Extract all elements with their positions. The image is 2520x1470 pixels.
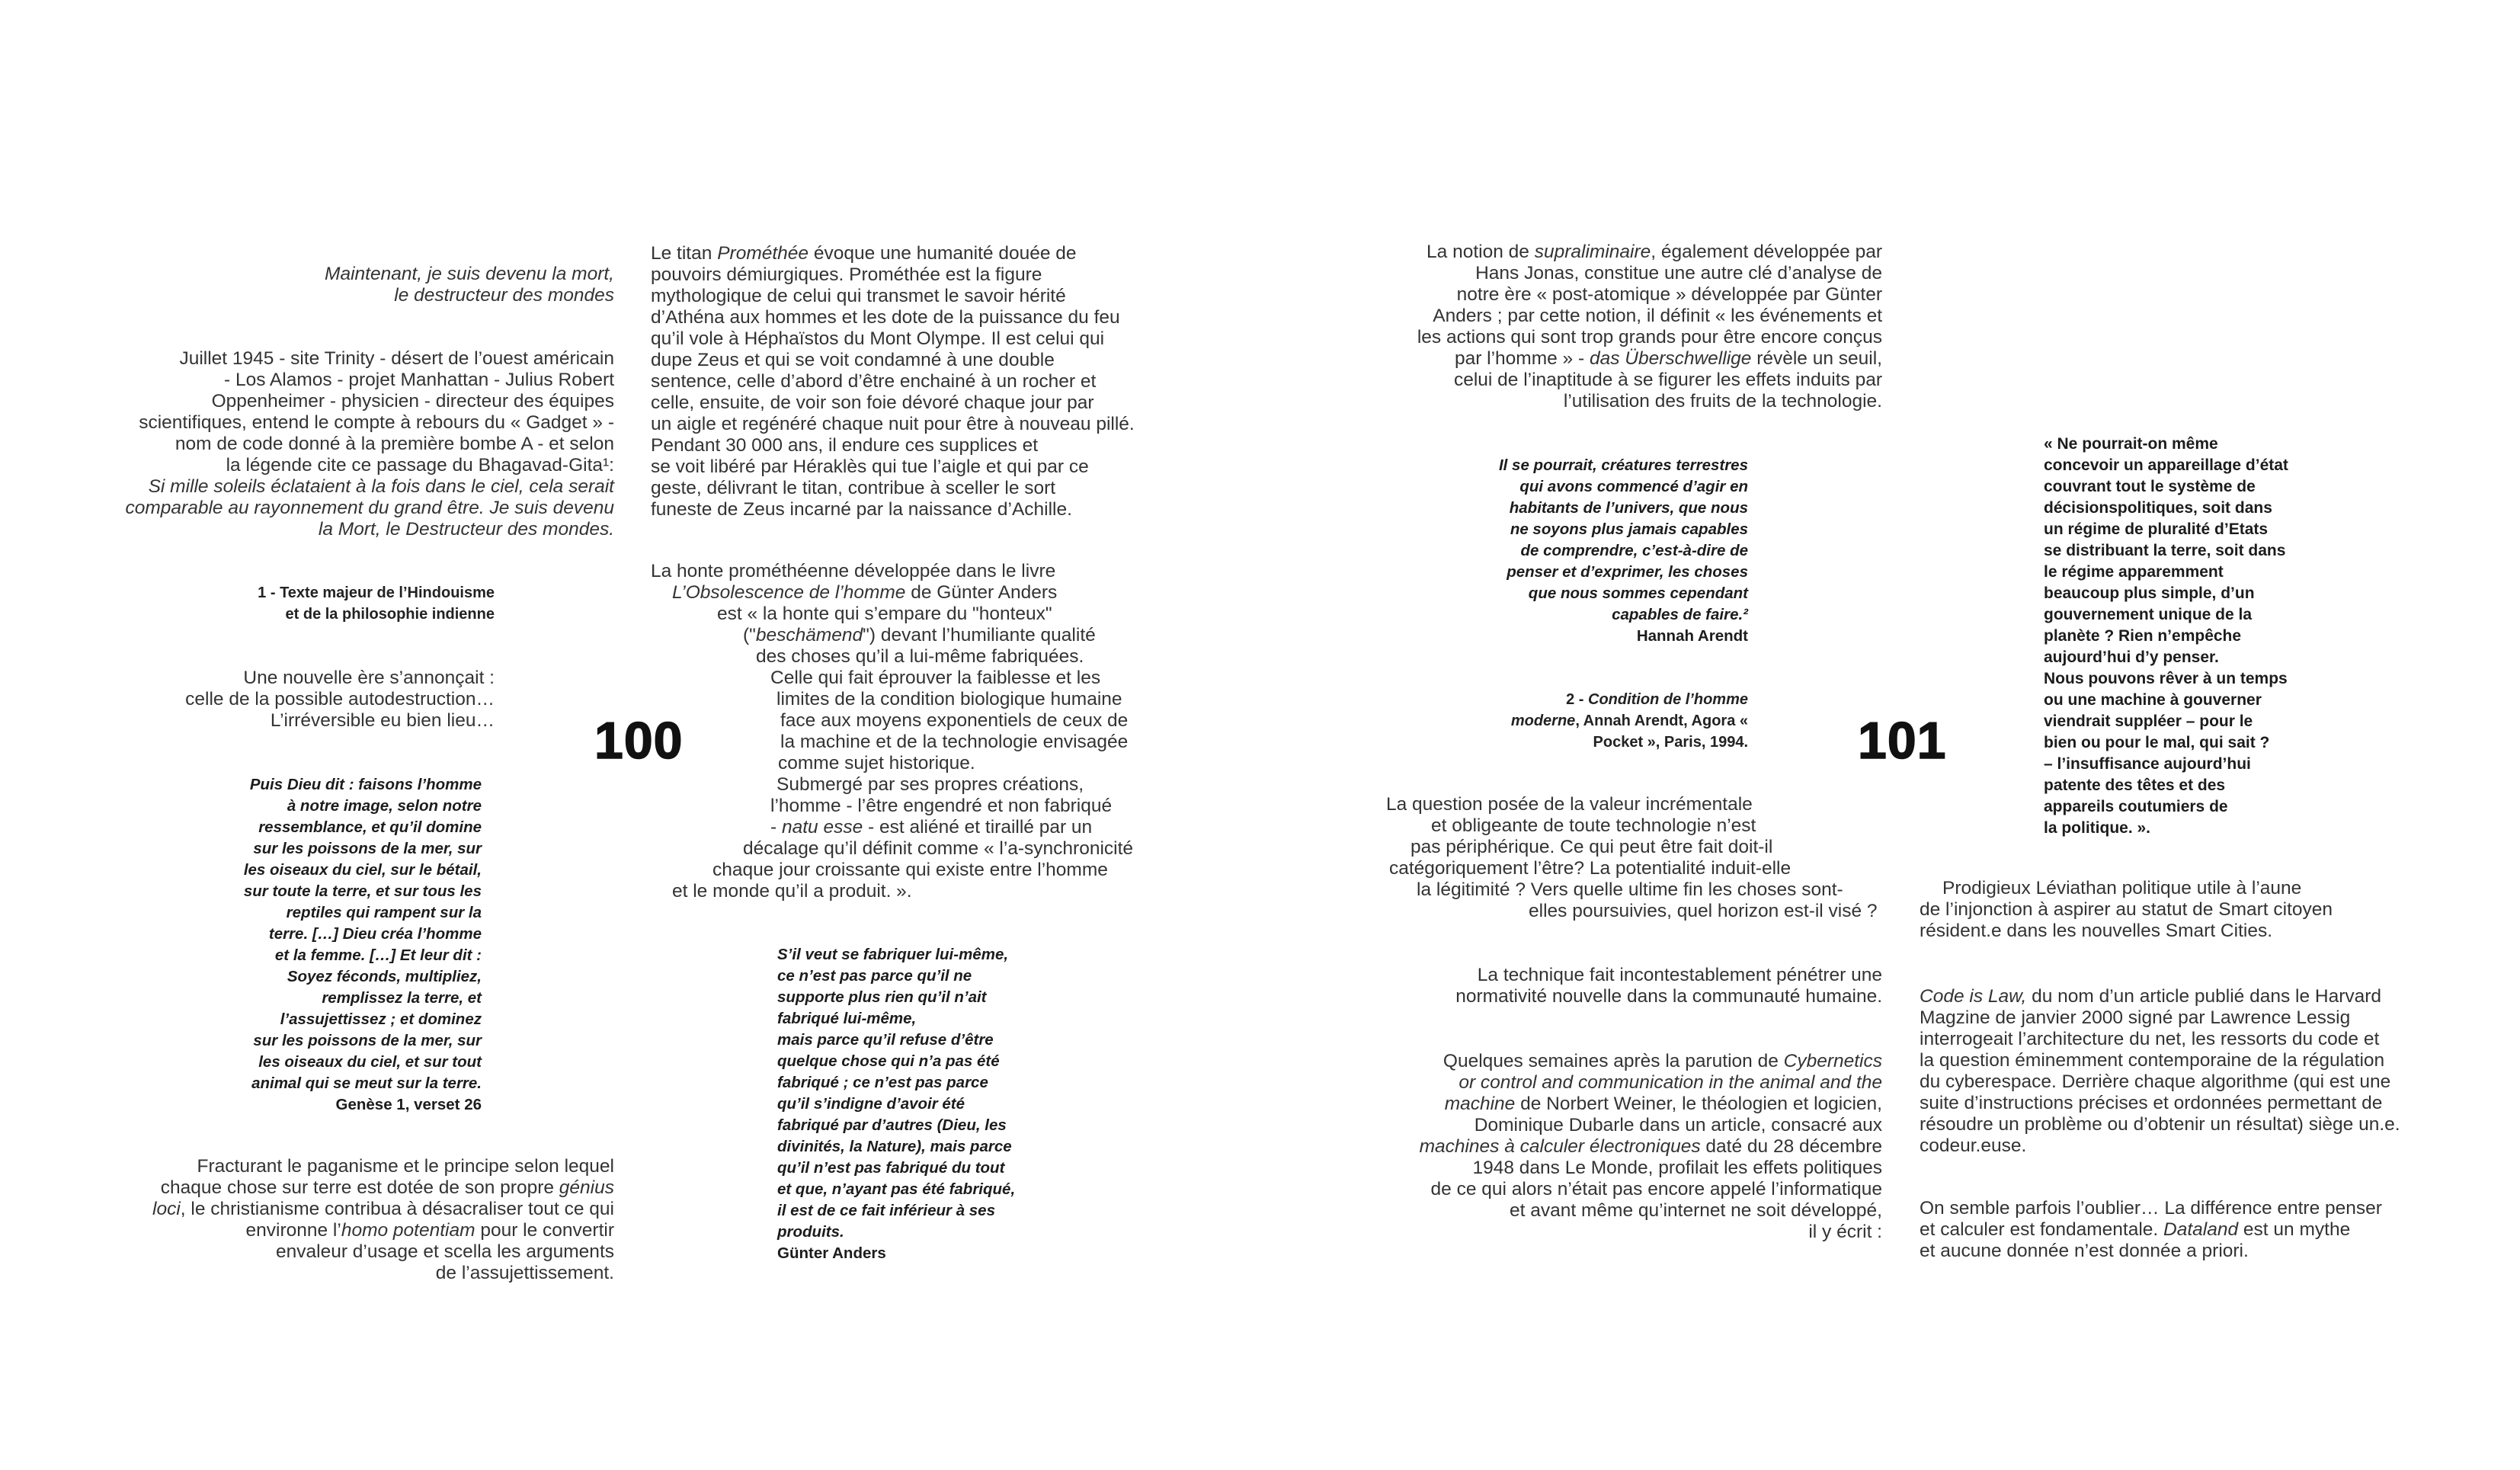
text-line: sur toute la terre, et sur tous les xyxy=(243,882,482,900)
text-line: ne soyons plus jamais capables xyxy=(1510,520,1748,538)
text-line: supporte plus rien qu’il n’ait xyxy=(777,988,987,1006)
text-line: 2 - Condition de l’homme xyxy=(1566,691,1748,708)
text-line: à notre image, selon notre xyxy=(287,797,482,815)
text-line: la machine et de la technologie envisagée xyxy=(780,732,1129,752)
text-line: reptiles qui rampent sur la xyxy=(286,904,482,921)
text-line: pas périphérique. Ce qui peut être fait doit-il xyxy=(1410,837,1773,857)
text-line: chaque chose sur terre est dotée de son propre génius xyxy=(160,1177,614,1198)
epigraph xyxy=(325,264,614,306)
text-line: Soyez féconds, multipliez, xyxy=(287,968,482,985)
text-line: celui de l’inaptitude à se figurer les effets induits par xyxy=(1453,370,1882,390)
text-line: Il se pourrait, créatures terrestres xyxy=(1498,456,1748,474)
text-line: divinités, la Nature), mais parce xyxy=(777,1138,1012,1155)
text-line: qu’il n’est pas fabriqué du tout xyxy=(777,1159,1005,1177)
text-line: patente des têtes et des xyxy=(2044,777,2226,794)
text-line: ou une machine à gouverner xyxy=(2044,691,2262,709)
text-line: machines à calculer électroniques daté du 28 décembre xyxy=(1419,1136,1882,1157)
text-line: bien ou pour le mal, qui sait ? xyxy=(2044,734,2270,751)
text-line: - Los Alamos - projet Manhattan - Julius Robert xyxy=(223,370,614,390)
text-line: celle de la possible autodestruction… xyxy=(185,689,495,709)
text-line: se distribuant la terre, soit dans xyxy=(2044,542,2286,559)
text-line: Le titan Prométhée évoque une humanité douée de xyxy=(651,243,1077,264)
italic-text: comparable au rayonnement du grand être. Je suis devenu xyxy=(125,498,614,518)
text-line: Nous pouvons rêver à un temps xyxy=(2044,670,2288,687)
italic-text: Prométhée xyxy=(717,243,809,264)
italic-text: supraliminaire xyxy=(1534,242,1651,262)
quote-attribution: Genèse 1, verset 26 xyxy=(335,1096,482,1113)
text-line: Pendant 30 000 ans, il endure ces supplices et xyxy=(651,435,1039,456)
text-line: le régime apparemment xyxy=(2044,563,2224,581)
text-line: animal qui se meut sur la terre. xyxy=(251,1074,482,1092)
text-line: Fracturant le paganisme et le principe selon lequel xyxy=(197,1156,614,1177)
text-line: et de la philosophie indienne xyxy=(285,606,495,623)
text-line: la légitimité ? Vers quelle ultime fin les choses sont- xyxy=(1417,879,1843,900)
arendt-quote xyxy=(1499,455,1748,647)
genese-quote xyxy=(244,774,482,1116)
text-line: gouvernement unique de la xyxy=(2044,606,2253,623)
italic-text: machines à calculer électroniques xyxy=(1419,1136,1701,1157)
dataland-paragraph xyxy=(1920,1198,2382,1262)
text-line: Oppenheimer - physicien - directeur des équipes xyxy=(211,391,614,412)
text-line: et calculer est fondamentale. Dataland est un mythe xyxy=(1920,1219,2351,1240)
text-line: La honte prométhéenne développée dans le livre xyxy=(651,561,1056,581)
text-line: de l’assujettissement. xyxy=(435,1263,614,1283)
text-line: et obligeante de toute technologie n’est xyxy=(1431,815,1756,836)
italic-text: Code is Law, xyxy=(1920,986,2027,1007)
footnote-2 xyxy=(1511,689,1748,753)
text-line xyxy=(126,498,615,519)
italic-text: das Überschwellige xyxy=(1589,348,1752,369)
text-line: le destructeur des mondes xyxy=(394,285,614,306)
quote-attribution: Hannah Arendt xyxy=(1636,627,1748,645)
text-line: Maintenant, je suis devenu la mort, xyxy=(325,264,614,284)
text-line: aujourd’hui d’y penser. xyxy=(2044,649,2219,666)
text-line: que nous sommes cependant xyxy=(1528,584,1748,602)
text-line: « Ne pourrait-on même xyxy=(2044,435,2218,453)
quote-text xyxy=(1499,455,1748,626)
page-number: 100 xyxy=(594,712,684,770)
text-line: normativité nouvelle dans la communauté humaine. xyxy=(1455,986,1882,1007)
text-line: la légende cite ce passage du Bhagavad-Gita¹: xyxy=(226,455,614,476)
text-line: Anders ; par cette notion, il définit « les événements et xyxy=(1433,306,1882,326)
text-line: qui avons commencé d’agir en xyxy=(1519,478,1748,495)
anders-quote xyxy=(777,944,1015,1264)
italic-text: homo potentiam xyxy=(341,1220,476,1241)
text-line: l’utilisation des fruits de la technologie. xyxy=(1563,391,1882,412)
text-line: capables de faire.² xyxy=(1612,606,1748,623)
nouvelle-ere-paragraph xyxy=(185,668,495,732)
italic-text: Si mille soleils éclataient à la fois dans le ciel, cela serait xyxy=(148,476,614,497)
text-line: un aigle et regénéré chaque nuit pour être à nouveau pillé. xyxy=(651,414,1135,434)
text-line: les actions qui sont trop grands pour être encore conçus xyxy=(1417,327,1882,347)
italic-text: or control and communication in the animal and the xyxy=(1459,1072,1882,1093)
italic-text: Condition de l’homme xyxy=(1588,691,1748,708)
text-line: produits. xyxy=(777,1223,844,1241)
text-line: et que, n’ayant pas été fabriqué, xyxy=(777,1180,1016,1198)
text-line: Celle qui fait éprouver la faiblesse et les xyxy=(770,668,1101,688)
quote-text xyxy=(244,774,482,1094)
text-line: fabriqué par d’autres (Dieu, les xyxy=(777,1116,1007,1134)
text-line: et aucune donnée n’est donnée a priori. xyxy=(1920,1241,2249,1261)
footnote-1 xyxy=(258,582,495,625)
text-line: quelque chose qui n’a pas été xyxy=(777,1052,1000,1070)
supraliminaire-paragraph xyxy=(1417,242,1882,412)
text-line: comme sujet historique. xyxy=(778,753,975,773)
text-line: les oiseaux du ciel, sur le bétail, xyxy=(243,861,482,879)
text-line: limites de la condition biologique humaine xyxy=(776,689,1122,709)
question-paragraph xyxy=(1386,794,1878,922)
text-line: notre ère « post-atomique » développée par Günter xyxy=(1456,284,1882,305)
trinity-paragraph xyxy=(126,348,615,540)
text-line: interrogeait l’architecture du net, les ressorts du code et xyxy=(1920,1029,2380,1049)
text-line: résident.e dans les nouvelles Smart Cities. xyxy=(1920,921,2272,941)
text-line: terre. […] Dieu créa l’homme xyxy=(268,925,482,943)
code-is-law-paragraph xyxy=(1920,986,2400,1157)
text-line: sur les poissons de la mer, sur xyxy=(253,1032,482,1049)
text-line xyxy=(126,519,615,540)
text-line: il est de ce fait inférieur à ses xyxy=(777,1202,995,1219)
quote-attribution: Günter Anders xyxy=(777,1244,886,1262)
dubarle-quote xyxy=(2044,434,2288,839)
technique-paragraph xyxy=(1455,965,1882,1007)
italic-text: Cybernetics xyxy=(1783,1051,1882,1071)
text-line: par l’homme » - das Überschwellige révèle un seuil, xyxy=(1454,348,1882,369)
text-line: loci, le christianisme contribua à désacraliser tout ce qui xyxy=(152,1199,614,1219)
text-line: décisionspolitiques, soit dans xyxy=(2044,499,2272,517)
text-line: 1948 dans Le Monde, profilait les effets politiques xyxy=(1472,1158,1882,1178)
text-line: d’Athéna aux hommes et les dote de la puissance du feu xyxy=(651,307,1120,328)
text-line: un régime de pluralité d’Etats xyxy=(2044,520,2269,538)
text-line: du cyberespace. Derrière chaque algorithme (qui est une xyxy=(1920,1071,2391,1092)
text-line: fabriqué lui-même, xyxy=(777,1010,917,1027)
text-line: fabriqué ; ce n’est pas parce xyxy=(777,1074,988,1091)
text-line: qu’il s’indigne d’avoir été xyxy=(777,1095,965,1113)
text-line: la question éminemment contemporaine de la régulation xyxy=(1920,1050,2385,1071)
page-101 xyxy=(1260,0,2520,1470)
text-line: – l’insuffisance aujourd’hui xyxy=(2044,755,2251,773)
text-line: machine de Norbert Weiner, le théologien et logicien, xyxy=(1444,1094,1882,1114)
text-line: L’irréversible eu bien lieu… xyxy=(270,710,495,731)
text-line: l’homme - l’être engendré et non fabriqué xyxy=(770,796,1113,816)
quote-text xyxy=(777,944,1015,1243)
text-line: celle, ensuite, de voir son foie dévoré chaque jour par xyxy=(651,392,1094,413)
text-line: qu’il vole à Héphaïstos du Mont Olympe. Il est celui qui xyxy=(651,328,1105,349)
text-line: On semble parfois l’oublier… La différence entre penser xyxy=(1920,1198,2382,1219)
text-line: pouvoirs démiurgiques. Prométhée est la figure xyxy=(651,264,1042,285)
text-line: Une nouvelle ère s’annonçait : xyxy=(243,668,495,688)
text-line: de ce qui alors n’était pas encore appelé l’informatique xyxy=(1430,1179,1882,1199)
italic-text: loci xyxy=(152,1199,181,1219)
italic-text: la Mort, le Destructeur des mondes. xyxy=(318,519,614,540)
fracturant-paragraph xyxy=(152,1156,614,1284)
text-line: Dominique Dubarle dans un article, consacré aux xyxy=(1474,1115,1882,1135)
quelques-semaines-paragraph xyxy=(1420,1051,1882,1243)
page-number: 101 xyxy=(1858,712,1947,770)
text-line: Quelques semaines après la parution de Cybernetics xyxy=(1443,1051,1882,1071)
text-line: funeste de Zeus incarné par la naissance d’Achille. xyxy=(651,499,1072,520)
text-line: environne l’homo potentiam pour le convertir xyxy=(245,1220,614,1241)
text-line: et avant même qu’internet ne soit développé, xyxy=(1510,1200,1882,1221)
text-line: remplissez la terre, et xyxy=(322,989,482,1007)
text-line: Hans Jonas, constitue une autre clé d’analyse de xyxy=(1475,263,1882,283)
text-line: de comprendre, c’est-à-dire de xyxy=(1520,542,1748,559)
text-line: chaque jour croissante qui existe entre l’homme xyxy=(712,860,1108,880)
text-line: - natu esse - est aliéné et tiraillé par un xyxy=(770,817,1093,837)
text-line: moderne, Annah Arendt, Agora « xyxy=(1510,713,1748,729)
text-line: se voit libéré par Héraklès qui tue l’aigle et qui par ce xyxy=(651,456,1089,477)
italic-text: L’Obsolescence de l’homme xyxy=(672,582,906,603)
text-line xyxy=(1420,1072,1882,1094)
text-line: envaleur d’usage et scella les arguments xyxy=(276,1241,614,1262)
text-line: et la femme. […] Et leur dit : xyxy=(274,946,482,964)
italic-text: Dataland xyxy=(2163,1219,2239,1240)
text-line: 1 - Texte majeur de l’Hindouisme xyxy=(258,584,495,601)
text-line: dupe Zeus et qui se voit condamné à une double xyxy=(651,350,1055,370)
italic-text: génius xyxy=(559,1177,614,1198)
text-line: mais parce qu’il refuse d’être xyxy=(777,1031,994,1049)
text-line: L’Obsolescence de l’homme de Günter Anders xyxy=(672,582,1058,603)
text-line: Pocket », Paris, 1994. xyxy=(1593,734,1748,751)
text-line: Submergé par ses propres créations, xyxy=(776,774,1084,795)
text-line: sentence, celle d’abord d’être enchainé à un rocher et xyxy=(651,371,1097,392)
italic-text: moderne xyxy=(1510,713,1576,729)
text-line: résoudre un problème ou d’obtenir un résultat) siège un.e. xyxy=(1920,1114,2400,1135)
text-line: beaucoup plus simple, d’un xyxy=(2044,584,2255,602)
text-line: l’assujettissez ; et dominez xyxy=(280,1010,482,1028)
text-line: planète ? Rien n’empêche xyxy=(2044,627,2242,645)
text-line: Prodigieux Léviathan politique utile à l’aune xyxy=(1942,878,2302,898)
text-line: S’il veut se fabriquer lui-même, xyxy=(777,946,1009,963)
text-line: codeur.euse. xyxy=(1920,1135,2027,1156)
text-line: ressemblance, et qu’il domine xyxy=(258,818,482,836)
text-line: des choses qu’il a lui-même fabriquées. xyxy=(756,646,1084,667)
italic-text: natu esse xyxy=(781,817,863,837)
text-line: La technique fait incontestablement pénétrer une xyxy=(1477,965,1882,985)
text-line: il y écrit : xyxy=(1808,1222,1882,1242)
text-line: couvrant tout le système de xyxy=(2044,478,2256,495)
text-line: et le monde qu’il a produit. ». xyxy=(672,881,912,902)
text-line: sur les poissons de la mer, sur xyxy=(253,840,482,857)
text-line: nom de code donné à la première bombe A - et selon xyxy=(175,434,614,454)
text-line: La notion de supraliminaire, également développée par xyxy=(1427,242,1882,262)
leviathan-paragraph xyxy=(1920,878,2333,942)
text-line: mythologique de celui qui transmet le savoir hérité xyxy=(651,286,1066,306)
text-line: concevoir un appareillage d’état xyxy=(2044,456,2288,474)
text-line: de l’injonction à aspirer au statut de Smart citoyen xyxy=(1920,899,2333,920)
text-line: appareils coutumiers de xyxy=(2044,798,2228,815)
text-line: les oiseaux du ciel, et sur tout xyxy=(258,1053,482,1071)
text-line: elles poursuivies, quel horizon est-il visé ? xyxy=(1529,901,1878,921)
text-line: Puis Dieu dit : faisons l’homme xyxy=(249,776,482,793)
text-line: face aux moyens exponentiels de ceux de xyxy=(780,710,1129,731)
text-line: suite d’instructions précises et ordonnées permettant de xyxy=(1920,1093,2383,1113)
text-line: est « la honte qui s’empare du "honteux" xyxy=(717,604,1052,624)
text-line xyxy=(126,476,615,498)
text-line: la politique. ». xyxy=(2044,819,2151,837)
text-line: La question posée de la valeur incrémentale xyxy=(1386,794,1753,815)
text-line: Code is Law, du nom d’un article publié dans le Harvard xyxy=(1920,986,2382,1007)
text-line: ("beschämend") devant l’humiliante qualité xyxy=(743,625,1096,645)
text-line: Juillet 1945 - site Trinity - désert de l’ouest américain xyxy=(179,348,614,369)
text-line: viendrait suppléer – pour le xyxy=(2044,713,2253,730)
text-line: décalage qu’il définit comme « l’a-synchronicité xyxy=(743,838,1134,859)
text-line: ce n’est pas parce qu’il ne xyxy=(777,967,972,985)
promethee-paragraph xyxy=(651,243,1135,520)
italic-text: beschämend xyxy=(755,625,863,645)
text-line: geste, délivrant le titan, contribue à sceller le sort xyxy=(651,478,1056,498)
text-line: penser et d’exprimer, les choses xyxy=(1507,563,1748,581)
text-line: catégoriquement l’être? La potentialité induit-elle xyxy=(1389,858,1792,879)
text-line: Magzine de janvier 2000 signé par Lawrence Lessig xyxy=(1920,1007,2351,1028)
italic-text: machine xyxy=(1444,1094,1516,1114)
honte-paragraph xyxy=(651,561,1133,902)
text-line: habitants de l’univers, que nous xyxy=(1509,499,1748,517)
text-line: scientifiques, entend le compte à rebours du « Gadget » - xyxy=(139,412,614,433)
